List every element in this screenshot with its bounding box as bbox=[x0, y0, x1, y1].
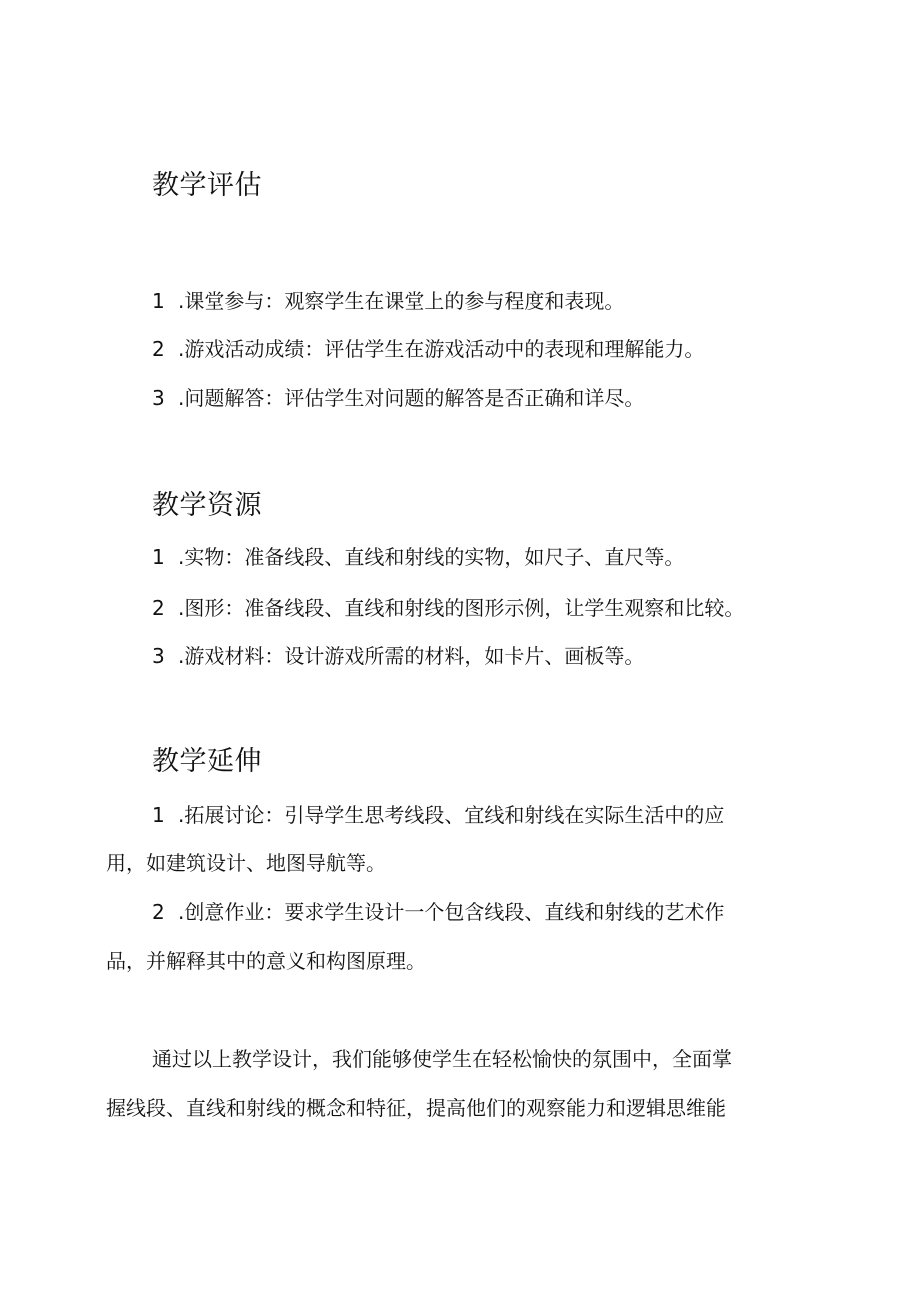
list-item-number: 2 bbox=[152, 900, 165, 924]
list-item bbox=[152, 642, 644, 670]
list-item-number: 3 bbox=[152, 386, 165, 410]
list-item bbox=[152, 898, 724, 926]
section-heading-resources: 教学资源 bbox=[152, 490, 262, 521]
list-item-text: .拓展讨论：引导学生思考线段、宜线和射线在实际生活中的应 bbox=[178, 803, 725, 827]
list-item-number: 2 bbox=[152, 596, 165, 620]
list-item bbox=[152, 335, 704, 363]
list-item-continuation: 品，并解释其中的意义和构图原理。 bbox=[106, 949, 426, 973]
list-item-number: 1 bbox=[152, 803, 165, 827]
list-item-text: .游戏材料：设计游戏所需的材料，如卡片、画板等。 bbox=[178, 644, 645, 668]
list-item bbox=[152, 543, 684, 571]
list-item bbox=[152, 594, 744, 622]
list-item-number: 3 bbox=[152, 644, 165, 668]
section-heading-assessment: 教学评估 bbox=[152, 170, 262, 201]
section-heading-extension: 教学延伸 bbox=[152, 746, 262, 777]
list-item-number: 2 bbox=[152, 337, 165, 361]
list-item-text: .创意作业：要求学生设计一个包含线段、直线和射线的艺术作 bbox=[178, 900, 725, 924]
conclusion-line-2: 握线段、直线和射线的概念和特征，提高他们的观察能力和逻辑思维能 bbox=[106, 1096, 726, 1120]
list-item-continuation: 用，如建筑设计、地图导航等。 bbox=[106, 851, 386, 875]
conclusion-line-1: 通过以上教学设计，我们能够使学生在轻松愉快的氛围中，全面掌 bbox=[152, 1047, 732, 1071]
list-item-text: .游戏活动成绩：评估学生在游戏活动中的表现和理解能力。 bbox=[178, 337, 705, 361]
list-item-number: 1 bbox=[152, 289, 165, 313]
list-item bbox=[152, 801, 724, 829]
list-item-text: .课堂参与：观察学生在课堂上的参与程度和表现。 bbox=[178, 289, 625, 313]
list-item-text: .问题解答：评估学生对问题的解答是否正确和详尽。 bbox=[178, 386, 645, 410]
list-item bbox=[152, 384, 644, 412]
list-item-text: .图形：准备线段、直线和射线的图形示例，让学生观察和比较。 bbox=[178, 596, 745, 620]
list-item-number: 1 bbox=[152, 545, 165, 569]
list-item-text: .实物：准备线段、直线和射线的实物，如尺子、直尺等。 bbox=[178, 545, 685, 569]
list-item bbox=[152, 287, 624, 315]
